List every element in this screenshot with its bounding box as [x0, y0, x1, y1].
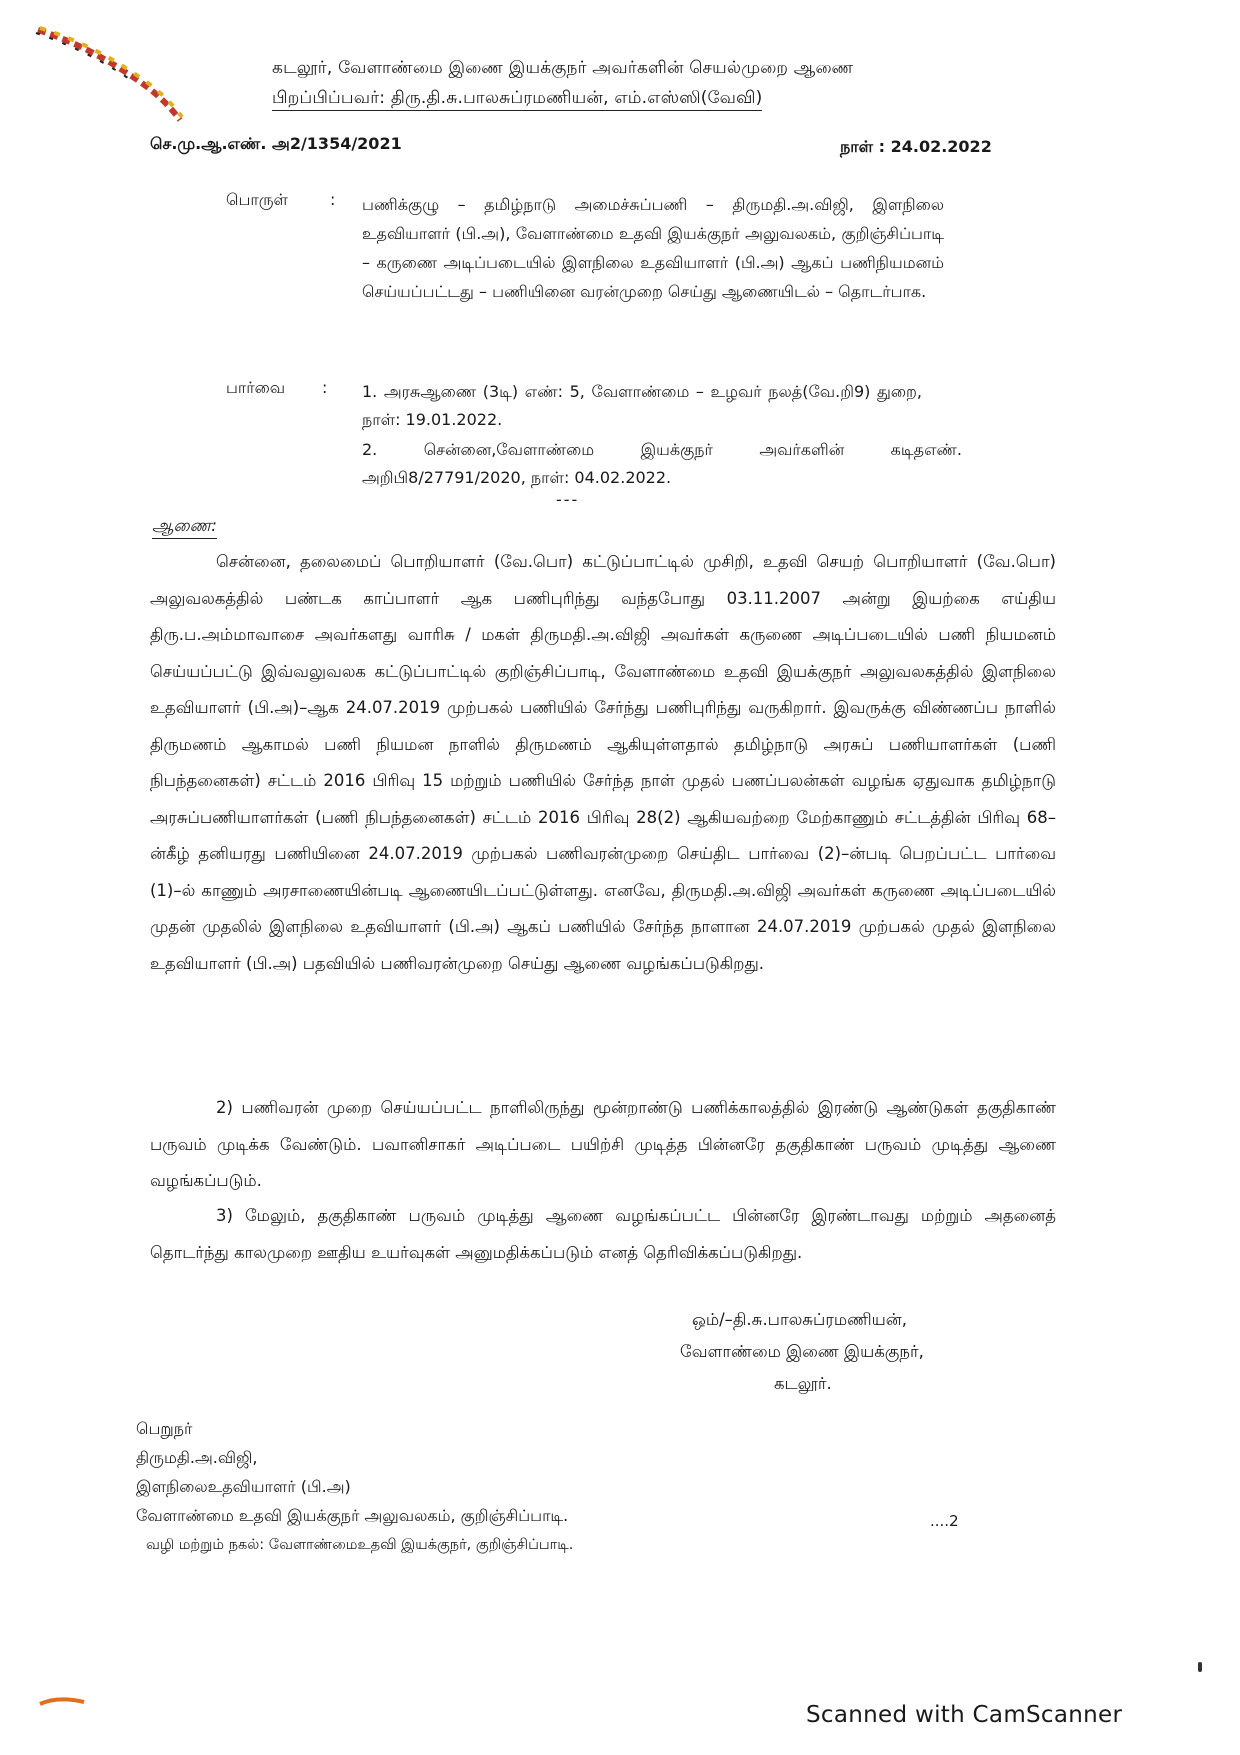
- reference-label: பார்வை: [226, 378, 286, 397]
- reference-colon: :: [322, 378, 328, 397]
- order-paragraph-1: சென்னை, தலைமைப் பொறியாளர் (வே.பொ) கட்டுப்பாட்டில் முசிறி, உதவி செயற் பொறியாளர் (வே.பொ) அலுவலகத்தில் பண்டக காப்பாளர் ஆக பணிபுரிந்து வந்தபோது 03.11.2007 அன்று இயற்கை எய்திய திரு.ப.அம்மாவாசை அவர்களது வாரிசு / மகள் திருமதி.அ.விஜி அவர்கள் கருணை அடிப்படையில் பணி நியமனம் செய்யப்பட்டு இவ்வலுவலக கட்டுப்பாட்டில் குறிஞ்சிப்பாடி, வேளாண்மை உதவி இயக்குநர் அலுவலகத்தில் இளநிலை உதவியாளர் (பி.அ)–ஆக 24.07.2019 முற்பகல் பணியில் சேர்ந்து பணிபுரிந்து வருகிறார். இவருக்கு விண்ணப்ப நாளில் திருமணம் ஆகாமல் பணி நியமன நாளில் திருமணம் ஆகியுள்ளதால் தமிழ்நாடு அரசுப் பணியாளர்கள் (பணி நிபந்தனைகள்) சட்டம் 2016 பிரிவு 15 மற்றும் பணியில் சேர்ந்த நாள் முதல் பணப்பலன்கள் வழங்க ஏதுவாக தமிழ்நாடு அரசுப்பணியாளர்கள் (பணி நிபந்தனைகள்) சட்டம் 2016 பிரிவு 28(2) ஆகியவற்றை மேற்காணும் சட்டத்தின் பிரிவு 68–ன்கீழ் தனியரது பணியினை 24.07.2019 முற்பகல் பணிவரன்முறை செய்திட பார்வை (2)–ன்படி பெறப்பட்ட பார்வை (1)–ல் காணும் அரசாணையின்படி ஆணையிடப்பட்டுள்ளது. எனவே, திருமதி.அ.விஜி அவர்கள் கருணை அடிப்படையில் முதன் முதலில் இளநிலை உதவியாளர் (பி.அ) ஆகப் பணியில் சேர்ந்த நாளான 24.07.2019 முற்பகல் முதல் இளநிலை உதவியாளர் (பி.அ) பதவியில் பணிவரன்முறை செய்து ஆணை வழங்கப்படுகிறது.: [150, 552, 1056, 973]
- signature-name: ஒம்/–தி.சு.பாலசுப்ரமணியன்,: [692, 1310, 908, 1329]
- copy-to: வழி மற்றும் நகல்: வேளாண்மைஉதவி இயக்குநர், குறிஞ்சிப்பாடி.: [146, 1537, 574, 1553]
- signature-designation: வேளாண்மை இணை இயக்குநர்,: [680, 1342, 924, 1361]
- order-label: ஆணை:: [152, 516, 217, 539]
- corner-thread-mark: [38, 1694, 88, 1710]
- page-continuation: ....2: [930, 1512, 959, 1530]
- subject-colon: :: [330, 190, 336, 209]
- recipient-office: வேளாண்மை உதவி இயக்குநர் அலுவலகம், குறிஞ்சிப்பாடி.: [136, 1506, 569, 1525]
- recipient-name: திருமதி.அ.விஜி,: [136, 1448, 258, 1467]
- order-paragraph-3: 3) மேலும், தகுதிகாண் பருவம் முடித்து ஆணை வழங்கப்பட்ட பின்னரே இரண்டாவது மற்றும் அதனைத் தொடர்ந்து காலமுறை ஊதிய உயர்வுகள் அனுமதிக்கப்படும் எனத் தெரிவிக்கப்படுகிறது.: [150, 1206, 1056, 1262]
- order-date: நாள் : 24.02.2022: [840, 137, 992, 156]
- reference-item-1: 1. அரசுஆணை (3டி) எண்: 5, வேளாண்மை – உழவர் நலத்(வே.றி9) துறை, நாள்: 19.01.2022.: [362, 382, 922, 429]
- edge-mark: [1198, 1662, 1202, 1672]
- recipient-label: பெறுநர்: [136, 1419, 193, 1438]
- header-title: கடலூர், வேளாண்மை இணை இயக்குநர் அவர்களின் செயல்முறை ஆணை: [272, 58, 854, 78]
- header-issuer: பிறப்பிப்பவர்: திரு.தி.சு.பாலசுப்ரமணியன், எம்.எஸ்ஸி(வேவி): [272, 88, 892, 110]
- scanner-watermark: Scanned with CamScanner: [806, 1702, 1123, 1728]
- subject-text: பணிக்குழு – தமிழ்நாடு அமைச்சுப்பணி – திருமதி.அ.விஜி, இளநிலை உதவியாளர் (பி.அ), வேளாண்மை உதவி இயக்குநர் அலுவலகம், குறிஞ்சிப்பாடி – கருணை அடிப்படையில் இளநிலை உதவியாளர் (பி.அ) ஆகப் பணிநியமனம் செய்யப்பட்டது – பணியினை வரன்முறை செய்து ஆணையிடல் – தொடர்பாக.: [362, 195, 944, 301]
- binding-thread-mark: [0, 0, 200, 140]
- separator: ---: [556, 490, 580, 509]
- reference-item-2: 2. சென்னை,வேளாண்மை இயக்குநர் அவர்களின் கடிதஎண். அறிபி8/27791/2020, நாள்: 04.02.2022.: [362, 440, 962, 487]
- signature-place: கடலூர்.: [774, 1374, 832, 1393]
- recipient-designation: இளநிலைஉதவியாளர் (பி.அ): [136, 1477, 351, 1496]
- subject-label: பொருள்: [226, 190, 288, 209]
- order-paragraph-2: 2) பணிவரன் முறை செய்யப்பட்ட நாளிலிருந்து மூன்றாண்டு பணிக்காலத்தில் இரண்டு ஆண்டுகள் தகுதிகாண் பருவம் முடிக்க வேண்டும். பவானிசாகர் அடிப்படை பயிற்சி முடித்த பின்னரே தகுதிகாண் பருவம் முடித்து ஆணை வழங்கப்படும்.: [150, 1098, 1056, 1190]
- reference-number: செ.மு.ஆ.எண். அ2/1354/2021: [150, 134, 402, 153]
